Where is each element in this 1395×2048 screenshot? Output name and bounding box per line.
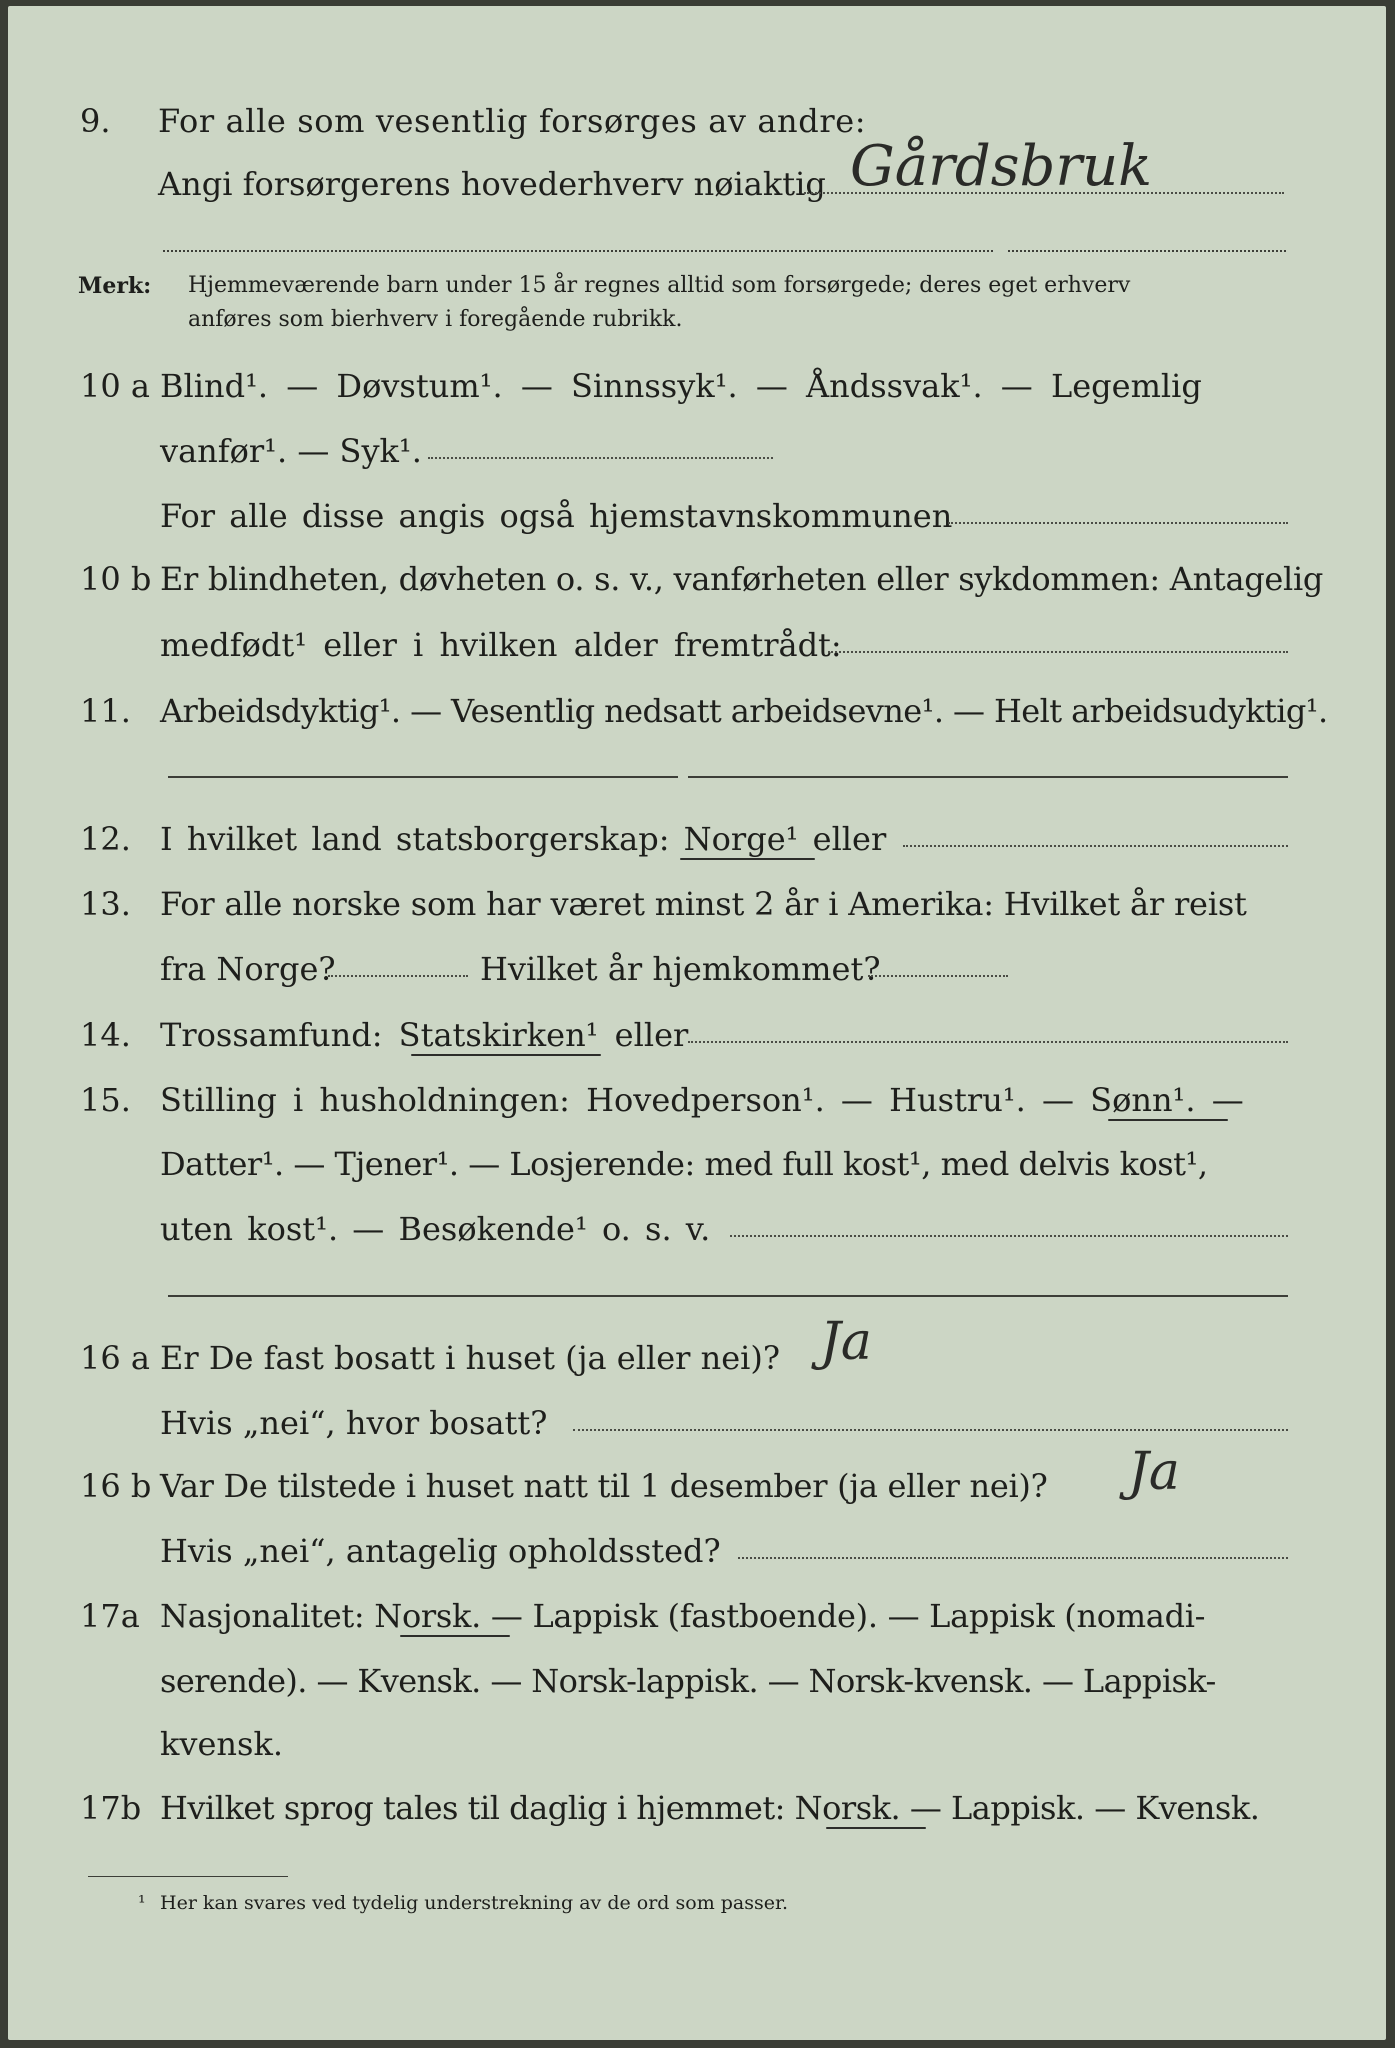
answer-line-15 [730,1235,1288,1237]
question-16a-line1: Er De fast bosatt i huset (ja eller nei)? [160,1339,781,1377]
question-17a-line2: serende). — Kvensk. — Norsk-lappisk. — Norsk-kvensk. — Lappisk- [160,1662,1216,1700]
answer-line-9c [1008,250,1286,252]
question-16b-line1: Var De tilstede i huset natt til 1 desember (ja eller nei)? [160,1467,1048,1505]
question-13-number: 13. [80,885,131,923]
answer-9-handwritten: Gårdsbruk [850,134,1153,199]
question-10b-line2: medfødt¹ eller i hvilken alder fremtrådt: [160,626,842,664]
question-12-line1: I hvilket land statsborgerskap: Norge¹ eller [160,820,887,858]
footnote-mark: ¹ [138,1892,146,1914]
note-label: Merk: [78,273,152,299]
answer-line-16b [738,1557,1288,1559]
question-12-number: 12. [80,820,131,858]
question-14-line1: Trossamfund: Statskirken¹ eller [160,1016,689,1054]
question-17a-line3: kvensk. [160,1725,283,1763]
answer-16b-handwritten: Ja [1128,1442,1180,1502]
question-15-line2: Datter¹. — Tjener¹. — Losjerende: med full kost¹, med delvis kost¹, [160,1145,1208,1183]
underline-norsk-17b [826,1827,926,1829]
separator-15 [168,1295,1288,1297]
question-9-line1: For alle som vesentlig forsørges av andre: [158,102,867,140]
question-10a-line2: vanfør¹. — Syk¹. [160,432,422,470]
separator-11b [688,776,1288,778]
question-16b-number: 16 b [80,1467,152,1505]
census-form-page [8,6,1386,2040]
answer-line-14 [688,1041,1288,1043]
footnote-text: Her kan svares ved tydelig understrekning av de ord som passer. [160,1892,789,1914]
question-13-line2b: Hvilket år hjemkommet? [480,950,881,988]
answer-line-16a [573,1429,1288,1431]
question-11-number: 11. [80,692,131,730]
question-10a-number: 10 a [80,367,150,405]
underline-sonn [1108,1119,1228,1121]
question-14-number: 14. [80,1016,131,1054]
question-10b-number: 10 b [80,560,152,598]
answer-16a-handwritten: Ja [820,1312,872,1372]
note-line1: Hjemmeværende barn under 15 år regnes alltid som forsørgede; deres eget erhverv [188,273,1131,298]
answer-line-10a-home [948,522,1288,524]
underline-norge [680,858,815,860]
question-11-line1: Arbeidsdyktig¹. — Vesentlig nedsatt arbeidsevne¹. — Helt arbeidsudyktig¹. [160,692,1328,730]
question-15-number: 15. [80,1081,131,1119]
underline-norsk-17a [400,1635,510,1637]
footnote-rule [88,1876,288,1877]
answer-line-12 [903,845,1288,847]
underline-statskirken [411,1054,601,1056]
question-17b-line1: Hvilket sprog tales til daglig i hjemmet: Norsk. — Lappisk. — Kvensk. [160,1789,1260,1827]
question-15-line1: Stilling i husholdningen: Hovedperson¹. — Hustru¹. — Sønn¹. — [160,1081,1244,1119]
question-13-line2: fra Norge? [160,950,336,988]
question-15-line3: uten kost¹. — Besøkende¹ o. s. v. [160,1210,711,1248]
question-16a-line2: Hvis „nei“, hvor bosatt? [160,1404,548,1442]
note-line2: anføres som bierhverv i foregående rubrikk. [188,307,683,332]
question-17b-number: 17b [80,1789,142,1827]
answer-line-10a [428,457,773,459]
answer-line-13-hjem [868,975,1008,977]
question-16a-number: 16 a [80,1339,150,1377]
separator-11a [168,776,678,778]
answer-line-13-reist [328,975,468,977]
question-9-line2: Angi forsørgerens hovederhverv nøiaktig [158,165,826,203]
answer-line-9b [163,250,993,252]
answer-line-10b [828,651,1288,653]
question-10a-line3: For alle disse angis også hjemstavnskommunen [160,497,953,535]
question-13-line1: For alle norske som har været minst 2 år i Amerika: Hvilket år reist [160,885,1247,923]
question-10a-line1: Blind¹. — Døvstum¹. — Sinnssyk¹. — Åndssvak¹. — Legemlig [160,367,1202,405]
question-17a-line1: Nasjonalitet: Norsk. — Lappisk (fastboende). — Lappisk (nomadi- [160,1597,1206,1635]
question-17a-number: 17a [80,1597,140,1635]
question-10b-line1: Er blindheten, døvheten o. s. v., vanførheten eller sykdommen: Antagelig [160,560,1324,598]
question-9-number: 9. [80,102,111,140]
question-16b-line2: Hvis „nei“, antagelig opholdssted? [160,1532,721,1570]
